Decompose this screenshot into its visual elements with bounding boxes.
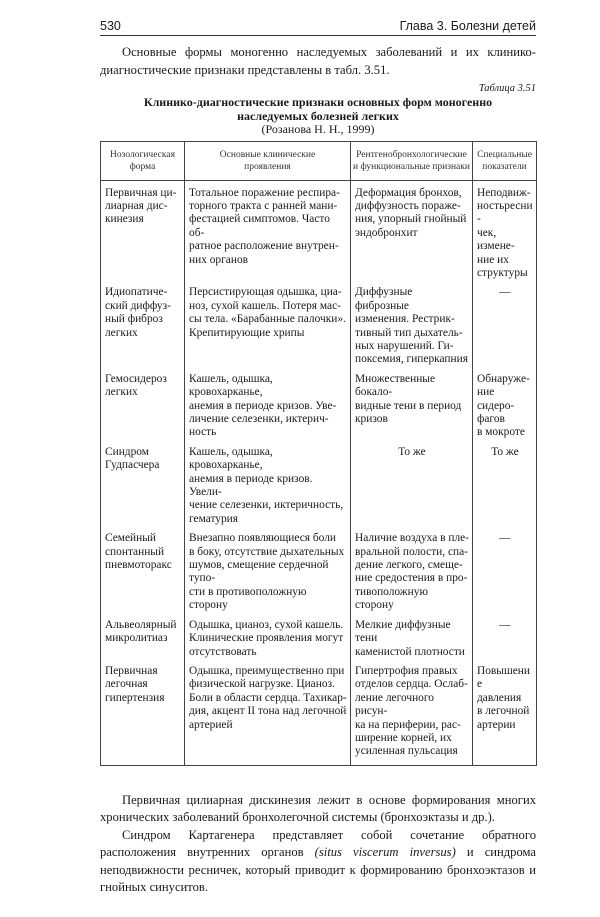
table-cell: Альвеолярный микролитиаз	[101, 616, 185, 662]
table-title	[100, 96, 536, 137]
table-cell: Обнаруже- ние сидеро- фагов в мокроте	[473, 370, 537, 443]
column-header: Рентгенобронхологические и функциональные признаки	[351, 141, 473, 180]
table-row	[101, 283, 537, 369]
table-cell: Идиопатиче- ский диффуз- ный фиброз легких	[101, 283, 185, 369]
table-cell: Внезапно появляющиеся боли в боку, отсутствие дыхательных шумов, смещение сердечной тупо- сти в противоположную сторону	[185, 529, 351, 615]
latin-term: (situs viscerum inversus)	[314, 845, 456, 860]
intro-text: Основные формы моногенно наследуемых заболеваний и их клинико-диагностические признаки представлены в табл. 3.51.	[100, 45, 536, 77]
table-source: (Розанова Н. Н., 1999)	[261, 122, 375, 136]
table-cell: —	[473, 529, 537, 615]
book-page	[100, 0, 536, 917]
table-cell: Тотальное поражение респира- торного тракта с ранней мани- фестацией симптомов. Часто об- ратное расположение внутрен- них органов	[185, 180, 351, 283]
table-row	[101, 443, 537, 529]
table-cell: Семейный спонтанный пневмоторакс	[101, 529, 185, 615]
table-row	[101, 529, 537, 615]
table-cell: Кашель, одышка, кровохарканье, анемия в периоде кризов. Уве- личение селезенки, иктерич- ность	[185, 370, 351, 443]
table-cell: Деформация бронхов, диффузность пораже- ния, упорный гнойный эндобронхит	[351, 180, 473, 283]
table-cell: —	[473, 283, 537, 369]
chapter-title: Глава 3. Болезни детей	[399, 19, 536, 33]
table-cell: Неподвиж- ностьресни- чек, измене- ние их структуры	[473, 180, 537, 283]
table-cell: Одышка, цианоз, сухой кашель. Клинические проявления могут отсутствовать	[185, 616, 351, 662]
table-cell: Синдром Гудпасчера	[101, 443, 185, 529]
table-cell: Гипертрофия правых отделов сердца. Ослаб- ление легочного рисун- ка на периферии, рас- ширение корней, их усиленная пульсация	[351, 662, 473, 765]
table-row	[101, 180, 537, 283]
column-header: Основные клинические проявления	[185, 141, 351, 180]
table-cell: Первичная легочная гипертензия	[101, 662, 185, 765]
table-title-line1: Клинико-диагностические признаки основных форм моногенно	[143, 95, 493, 109]
table-cell: —	[473, 616, 537, 662]
table-cell: Диффузные фиброзные изменения. Рестрик- тивный тип дыхатель- ных нарушений. Ги- поксемия, гиперкапния	[351, 283, 473, 369]
data-table	[100, 141, 537, 766]
intro-paragraph	[100, 44, 536, 79]
text: Синдром Картагенера представляет собой сочетание обратного расположения внутренних органов	[100, 827, 536, 860]
table-cell: Одышка, преимущественно при физической нагрузке. Цианоз. Боли в области сердца. Тахикар- дия, акцент II тона над легочной артерией	[185, 662, 351, 765]
outro-paragraph-2	[100, 827, 536, 897]
page-number: 530	[100, 19, 121, 33]
table-label: Таблица 3.51	[478, 83, 536, 94]
table-cell: Кашель, одышка, кровохарканье, анемия в периоде кризов. Увели- чение селезенки, иктеричность, гематурия	[185, 443, 351, 529]
column-header: Нозологическая форма	[101, 141, 185, 180]
outro-paragraphs	[100, 792, 536, 897]
table-cell: Первичная ци- лиарная дис- кинезия	[101, 180, 185, 283]
table-row	[101, 370, 537, 443]
table-cell: То же	[473, 443, 537, 529]
table-header-row	[101, 141, 537, 180]
table-cell: Персистирующая одышка, циа- ноз, сухой кашель. Потеря мас- сы тела. «Барабанные палочки». Крепитирующие хрипы	[185, 283, 351, 369]
text: и синдрома неподвижности ресничек, который приводит к формированию бронхоэктазов и гнойных синуситов.	[100, 845, 537, 895]
table-cell: Наличие воздуха в пле- вральной полости, спа- дение легкого, смеще- ние средостения в про- тивоположную сторону	[351, 529, 473, 615]
table-cell: Мелкие диффузные тени каменистой плотности	[351, 616, 473, 662]
table-cell: Множественные бокало- видные тени в период кризов	[351, 370, 473, 443]
column-header: Специальные показатели	[473, 141, 537, 180]
running-header	[100, 17, 536, 36]
table-cell: То же	[351, 443, 473, 529]
table-row	[101, 616, 537, 662]
table-cell: Гемосидероз легких	[101, 370, 185, 443]
table-title-line2: наследуемых болезней легких	[237, 108, 399, 123]
table-cell: Повышение давления в легочной артерии	[473, 662, 537, 765]
outro-paragraph-1: Первичная цилиарная дискинезия лежит в основе формирования многих хронических заболеваний бронхолегочной системы (бронхоэктазы и др.).	[100, 792, 536, 825]
